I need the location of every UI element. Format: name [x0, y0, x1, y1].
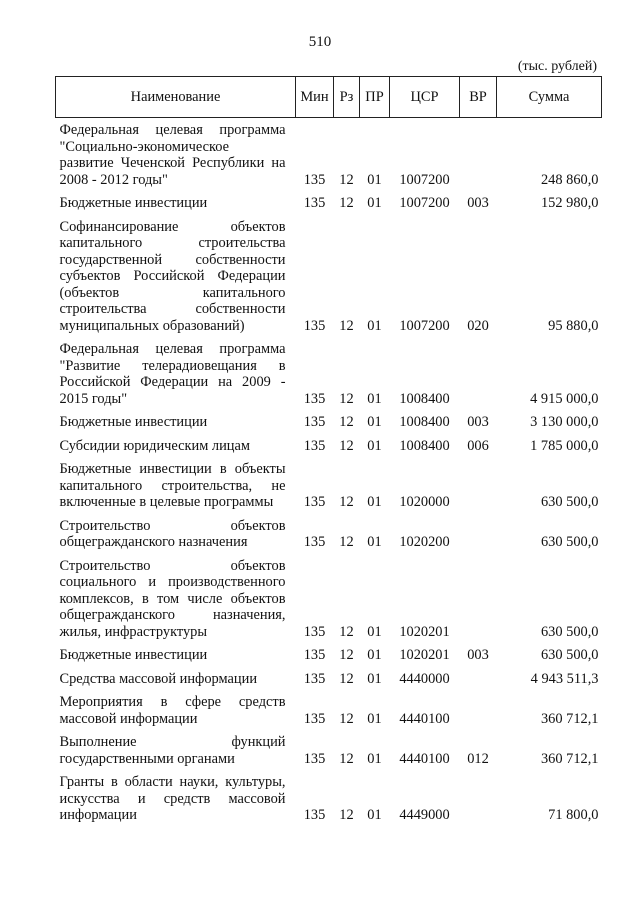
table-row — [56, 643, 602, 667]
row-min: 135 — [303, 390, 326, 407]
row-sum: 630 500,0 — [540, 647, 599, 663]
row-vr — [460, 770, 497, 827]
row-pr: 01 — [367, 414, 382, 430]
row-sum: 630 500,0 — [540, 623, 599, 640]
row-rz: 12 — [339, 390, 354, 407]
row-sum: 630 500,0 — [540, 534, 599, 550]
row-pr: 01 — [367, 623, 382, 640]
row-vr: 012 — [467, 750, 489, 767]
row-sum: 4 943 511,3 — [530, 670, 599, 687]
row-rz: 12 — [339, 195, 354, 211]
row-csr: 1007200 — [399, 317, 450, 334]
row-vr: 003 — [467, 647, 489, 663]
row-min: 135 — [303, 195, 326, 211]
row-vr: 020 — [467, 317, 489, 334]
row-min: 135 — [303, 534, 326, 550]
row-min: 135 — [303, 623, 326, 640]
row-min: 135 — [303, 750, 326, 767]
row-rz: 12 — [339, 317, 354, 334]
row-min: 135 — [303, 710, 326, 727]
row-min: 135 — [303, 670, 326, 687]
table-row — [56, 667, 602, 691]
row-csr: 1020200 — [399, 534, 450, 550]
row-pr: 01 — [367, 437, 382, 454]
row-rz: 12 — [339, 171, 354, 188]
table-row — [56, 191, 602, 215]
row-name: Выполнение функций государственными органами — [59, 734, 286, 767]
row-csr: 1008400 — [399, 437, 450, 454]
row-sum: 630 500,0 — [540, 494, 599, 510]
table-header — [56, 77, 602, 118]
row-vr — [460, 118, 497, 192]
row-min: 135 — [303, 437, 326, 454]
table-row — [56, 215, 602, 338]
row-name: Строительство объектов общегражданского назначения — [59, 517, 286, 550]
row-sum: 1 785 000,0 — [530, 437, 599, 454]
row-rz: 12 — [339, 647, 354, 663]
row-name: Федеральная целевая программа "Развитие телерадиовещания в Российской Федерации на 2009 - 2015 годы" — [59, 341, 286, 407]
row-name: Софинансирование объектов капитального строительства государственной собственности субъектов Российской Федерации (объектов капитального строительства собственности муниципальных образований) — [59, 218, 286, 334]
row-vr: 006 — [467, 437, 489, 454]
row-csr: 1020201 — [399, 623, 450, 640]
row-csr: 1008400 — [399, 414, 450, 430]
row-pr: 01 — [367, 647, 382, 663]
row-csr: 4440100 — [399, 750, 450, 767]
header-name: Наименование — [56, 77, 296, 118]
row-vr — [460, 667, 497, 691]
table-row — [56, 118, 602, 192]
row-rz: 12 — [339, 437, 354, 454]
page-number: 510 — [308, 34, 332, 50]
row-min: 135 — [303, 317, 326, 334]
row-pr: 01 — [367, 494, 382, 510]
table-row — [56, 337, 602, 410]
row-sum: 3 130 000,0 — [530, 414, 599, 430]
row-name: Бюджетные инвестиции — [59, 647, 208, 663]
row-pr: 01 — [367, 390, 382, 407]
table-body — [56, 118, 602, 827]
header-vr: ВР — [460, 77, 497, 118]
row-rz: 12 — [339, 670, 354, 687]
row-csr: 4440000 — [399, 670, 450, 687]
row-sum: 95 880,0 — [548, 317, 599, 334]
row-pr: 01 — [367, 171, 382, 188]
row-rz: 12 — [339, 623, 354, 640]
row-min: 135 — [303, 807, 326, 823]
table-row — [56, 514, 602, 554]
row-sum: 360 712,1 — [540, 750, 599, 767]
row-csr: 1020201 — [399, 647, 450, 663]
row-csr: 4449000 — [399, 807, 450, 823]
row-csr: 1007200 — [399, 171, 450, 188]
row-rz: 12 — [339, 750, 354, 767]
header-min: Мин — [296, 77, 334, 118]
row-csr: 4440100 — [399, 710, 450, 727]
table-row — [56, 434, 602, 458]
header-rz: Рз — [334, 77, 360, 118]
header-csr: ЦСР — [390, 77, 460, 118]
row-sum: 71 800,0 — [548, 807, 599, 823]
row-vr — [460, 554, 497, 644]
row-min: 135 — [303, 171, 326, 188]
row-name: Мероприятия в сфере средств массовой информации — [59, 694, 286, 727]
row-sum: 152 980,0 — [540, 195, 599, 211]
row-min: 135 — [303, 494, 326, 510]
row-rz: 12 — [339, 807, 354, 823]
row-csr: 1008400 — [399, 390, 450, 407]
row-pr: 01 — [367, 670, 382, 687]
row-vr — [460, 514, 497, 554]
row-pr: 01 — [367, 317, 382, 334]
row-pr: 01 — [367, 195, 382, 211]
row-rz: 12 — [339, 494, 354, 510]
row-min: 135 — [303, 414, 326, 430]
row-vr: 003 — [467, 195, 489, 211]
row-sum: 248 860,0 — [540, 171, 599, 188]
table-row — [56, 410, 602, 434]
row-pr: 01 — [367, 807, 382, 823]
row-name: Бюджетные инвестиции — [59, 414, 208, 430]
row-name: Федеральная целевая программа "Социально-экономическое развитие Чеченской Республики на 2008 - 2012 годы" — [59, 122, 286, 188]
units-label: (тыс. рублей) — [517, 59, 597, 74]
row-name: Субсидии юридическим лицам — [59, 437, 250, 454]
row-name: Бюджетные инвестиции — [59, 195, 208, 211]
row-sum: 4 915 000,0 — [530, 390, 599, 407]
row-name: Средства массовой информации — [59, 670, 258, 687]
header-pr: ПР — [360, 77, 390, 118]
row-name: Бюджетные инвестиции в объекты капитального строительства, не включенные в целевые программы — [59, 461, 286, 510]
row-vr — [460, 690, 497, 730]
table-row — [56, 690, 602, 730]
row-pr: 01 — [367, 750, 382, 767]
row-name: Гранты в области науки, культуры, искусства и средств массовой информации — [59, 774, 286, 823]
row-min: 135 — [303, 647, 326, 663]
row-pr: 01 — [367, 710, 382, 727]
row-rz: 12 — [339, 710, 354, 727]
row-rz: 12 — [339, 534, 354, 550]
table-row — [56, 554, 602, 644]
row-rz: 12 — [339, 414, 354, 430]
row-vr — [460, 337, 497, 410]
row-csr: 1020000 — [399, 494, 450, 510]
row-name: Строительство объектов социального и производственного комплексов, в том числе объектов общегражданского назначения, жилья, инфраструктуры — [59, 557, 286, 640]
table-row — [56, 457, 602, 514]
table-row — [56, 770, 602, 827]
row-pr: 01 — [367, 534, 382, 550]
header-sum: Сумма — [497, 77, 602, 118]
row-sum: 360 712,1 — [540, 710, 599, 727]
row-csr: 1007200 — [399, 195, 450, 211]
budget-table — [55, 76, 602, 827]
table-row — [56, 730, 602, 770]
row-vr — [460, 457, 497, 514]
row-vr: 003 — [467, 414, 489, 430]
